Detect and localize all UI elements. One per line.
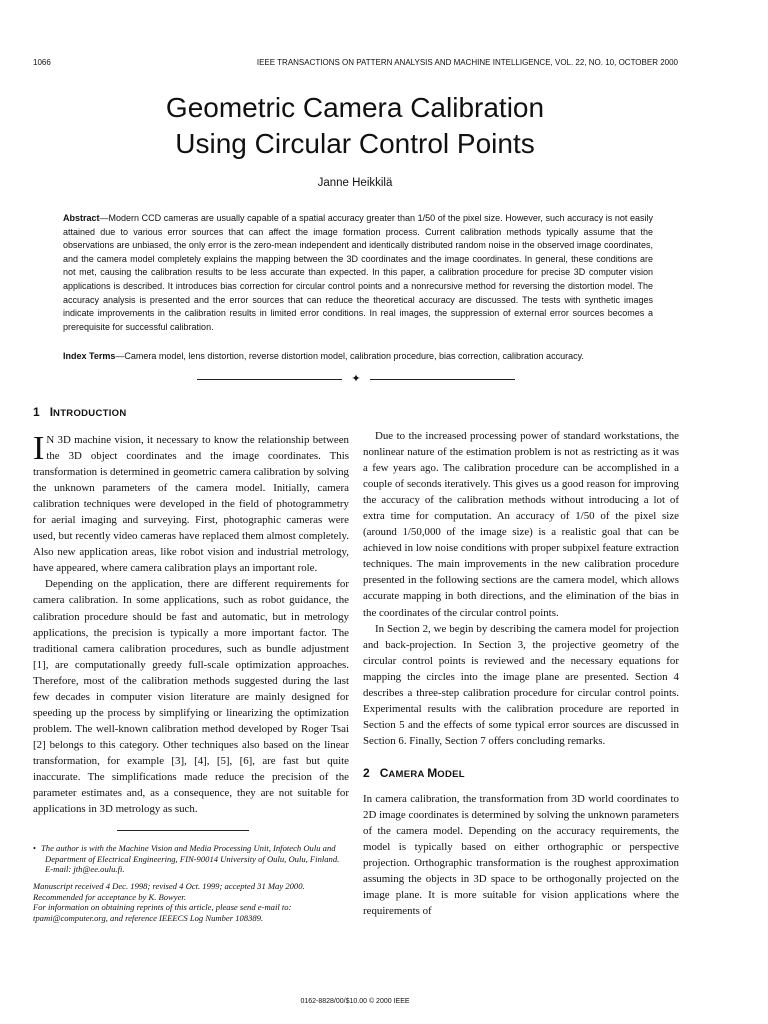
section-2-number: 2	[363, 765, 370, 780]
left-column	[33, 404, 349, 923]
footnote-reprints: For information on obtaining reprints of this article, please send e-mail to: tpami@computer.org, and reference IEEECS Log Number 108389.	[33, 902, 292, 923]
index-terms-text: —Camera model, lens distortion, reverse distortion model, calibration procedure, bias correction, calibration accuracy.	[115, 351, 584, 361]
footnote-rule	[117, 830, 249, 831]
section-divider	[197, 372, 517, 386]
right-column	[363, 428, 679, 919]
intro-paragraph-2: Depending on the application, there are different requirements for camera calibration. In some applications, such as robot guidance, the calibration procedure should be fast and automatic, but in metrology applications, the precision is typically a more important factor. The traditional camera calibration procedures, such as bundle adjustment [1], are computationally greedy full-scale optimization approaches. Therefore, most of the calibration methods suggested during the last few decades in computer vision literature are mainly designed for speeding up the process by simplifying or linearizing the optimization problem. The well-known calibration method developed by Roger Tsai [2] belongs to this category. Other techniques also based on the linear transformation, for example [3], [4], [5], [6], are fast but quite inaccurate. The simplifications made reduce the precision of the parameter estimates and, as a consequence, they are not suitable for applications in 3D metrology as such.	[33, 578, 349, 816]
section-1-title-rest: NTRODUCTION	[53, 408, 127, 419]
abstract	[63, 212, 653, 334]
section-2-title-initial-2: M	[427, 765, 438, 780]
paper-title-line-1: Geometric Camera Calibration	[165, 92, 545, 123]
journal-name: IEEE TRANSACTIONS ON PATTERN ANALYSIS AND MACHINE INTELLIGENCE, VOL. 22, NO. 10, OCTOBER 2000	[256, 58, 678, 67]
running-head	[33, 57, 678, 69]
index-terms-label: Index Terms	[63, 351, 116, 361]
intro-paragraph-1	[33, 432, 349, 576]
abstract-label: Abstract	[63, 213, 100, 223]
page-number: 1066	[33, 58, 51, 67]
divider-diamond-icon: ✦	[351, 373, 361, 385]
footer-copyright: 0162-8828/00/$10.00 © 2000 IEEE	[300, 998, 410, 1005]
section-1-heading	[33, 404, 349, 422]
paper-title-line-2: Using Circular Control Points	[175, 128, 535, 159]
section-2-title-rest-2: ODEL	[437, 768, 465, 780]
footnotes	[33, 843, 349, 923]
divider-line-left	[197, 379, 342, 380]
footnote-affiliation	[33, 843, 349, 875]
footnote-affiliation-text: The author is with the Machine Vision and Media Processing Unit, Infotech Oulu and Department of Electrical Engineering, FIN-90014 University of Oulu, Oulu, Finland. E-mail: jth@ee.oulu.fi.	[41, 843, 340, 875]
index-terms	[63, 350, 673, 363]
section-2-title-rest-1: AMERA	[388, 768, 428, 780]
footnote-manuscript: Manuscript received 4 Dec. 1998; revised 4 Oct. 1999; accepted 31 May 2000.	[33, 880, 305, 891]
abstract-text: —Modern CCD cameras are usually capable of a spatial accuracy greater than 1/50 of the pixel size. However, such accuracy is not easily attained due to various error sources that can affect the image formation process. Current calibration methods typically assume that the observations are unbiased, the only error is the zero-mean independent and identically distributed random noise in the observed image coordinates, and the camera model completely explains the mapping between the 3D coordinates and the image coordinates. In general, these conditions are not met, causing the calibration results to be less accurate than expected. In this paper, a calibration procedure for precise 3D computer vision applications is described. It introduces bias correction for circular control points and a nonrecursive method for reversing the distortion model. The accuracy analysis is presented and the error sources that can reduce the theoretical accuracy are discussed. The tests with synthetic images indicate improvements in the calibration results in limited error conditions. In real images, the suppression of external error sources becomes a prerequisite for successful calibration.	[63, 213, 653, 332]
paper-title	[0, 90, 710, 162]
intro-paragraph-3: Due to the increased processing power of standard workstations, the nonlinear nature of the estimation problem is not as restricting as it was a few years ago. The calibration procedure can be accomplished in a couple of seconds iteratively. This gives us a good reason for improving the accuracy of the calibration methods without introducing a lot of extra time for computation. An accuracy of 1/50 of the pixel size (around 1/50,000 of the image size) is a realistic goal that can be achieved in low noise conditions with proper subpixel feature extraction techniques. The main improvements in the new calibration procedure presented in the following sections are the camera model, which allows accurate mapping in both directions, and the elimination of the bias in the coordinates of the circular control points.	[363, 430, 679, 619]
footnote-bullet: •	[33, 843, 37, 854]
divider-line-right	[370, 379, 515, 380]
section-1-title-initial: I	[49, 405, 54, 419]
section-2-heading	[363, 765, 679, 783]
drop-cap: I	[33, 430, 45, 467]
camera-model-paragraph-1: In camera calibration, the transformation from 3D world coordinates to 2D image coordinates is determined by solving the unknown parameters of the camera model. Depending on the accuracy requirements, the model is typically based on either orthographic or perspective projection. Orthographic transformation is the roughest approximation assuming the objects in 3D space to be orthogonally projected on the image plane. It is more suitable for vision applications where the requirements of	[363, 792, 679, 918]
author-name: Janne Heikkilä	[317, 177, 393, 189]
section-2-title-initial-1: C	[379, 765, 389, 780]
section-1-number: 1	[33, 405, 40, 419]
intro-paragraph-1-text: N 3D machine vision, it necessary to know the relationship between the 3D object coordinates and the image coordinates. This transformation is determined in geometric camera calibration by solving the unknown parameters of the camera model. Initially, camera calibration techniques were developed in the field of photogrammetry for aerial imaging and surveying. First, photographic cameras were used, but recently video cameras have replaced them almost completely. Also new application areas, like robot vision and industrial metrology, have appeared, where camera calibration plays an important role.	[33, 434, 349, 575]
footnote-recommended: Recommended for acceptance by K. Bowyer.	[33, 891, 186, 902]
intro-paragraph-4: In Section 2, we begin by describing the camera model for projection and back-projection. In Section 3, the projective geometry of the circular control points is reviewed and the necessary equations for mapping the circles into the image plane are presented. Section 4 describes a three-step calibration procedure for circular control points. Experimental results with the calibration procedure are reported in Section 5 and the effects of some typical error sources are discussed in Section 6. Finally, Section 7 offers concluding remarks.	[363, 622, 679, 747]
